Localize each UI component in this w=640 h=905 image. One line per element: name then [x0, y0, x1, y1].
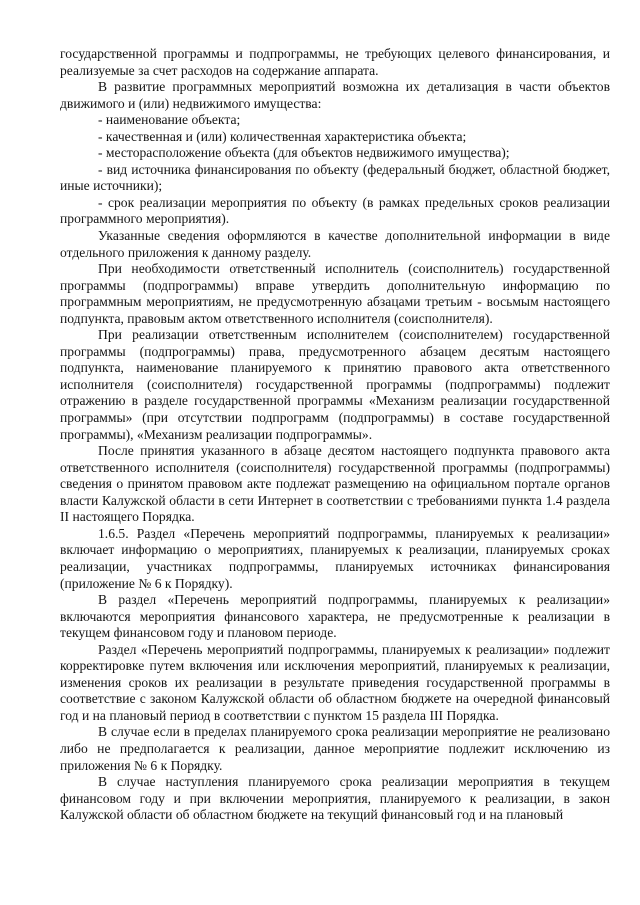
paragraph: При необходимости ответственный исполнитель (соисполнитель) государственной программы (подпрограммы) вправе утвердить дополнительную информацию по программным мероприятиям, не предусмотренную абзацами третьим - восьмым настоящего подпункта, правовым актом ответственного исполнителя (соисполнителя).: [60, 261, 610, 326]
paragraph: Указанные сведения оформляются в качестве дополнительной информации в виде отдельного приложения к данному разделу.: [60, 228, 610, 260]
list-item: - наименование объекта;: [98, 112, 241, 128]
paragraph: В случае если в пределах планируемого срока реализации мероприятие не реализовано либо не предполагается к реализации, данное мероприятие подлежит исключению из приложения № 6 к Порядку.: [60, 724, 610, 773]
paragraph: государственной программы и подпрограммы, не требующих целевого финансирования, и реализуемые за счет расходов на содержание аппарата.: [60, 46, 610, 78]
paragraph: Раздел «Перечень мероприятий подпрограммы, планируемых к реализации» подлежит корректировке путем включения или исключения мероприятий, планируемых к реализации, изменения сроков их реализации в результате приведения государственной программы в соответствие с законом Калужской области об областном бюджете на очередной финансовый год и на плановый период в соответствии с пунктом 15 раздела III Порядка.: [60, 641, 610, 723]
paragraph: 1.6.5. Раздел «Перечень мероприятий подпрограммы, планируемых к реализации» включает информацию о мероприятиях, планируемых к реализации, планируемых сроках реализации, участниках подпрограммы, планируемых источниках финансирования (приложение № 6 к Порядку).: [60, 525, 610, 591]
paragraph: В случае наступления планируемого срока реализации мероприятия в текущем финансовом году и при включении мероприятия, планируемого к реализации, в закон Калужской области об областном бюджете на текущий финансовый год и на плановый: [60, 774, 610, 823]
paragraph: В развитие программных мероприятий возможна их детализация в части объектов движимого и (или) недвижимого имущества:: [60, 79, 610, 111]
paragraph: При реализации ответственным исполнителем (соисполнителем) государственной программы (подпрограммы) права, предусмотренного абзацем десятым настоящего подпункта, наименование планируемого к принятию правового акта ответственного исполнителя (соисполнителя) государственной программы (подпрограммы) подлежит отражению в разделе государственной программы «Механизм реализации государственной программы» (при отсутствии подпрограмм (подпрограммы) в составе государственной программы), «Механизм реализации подпрограммы».: [60, 327, 610, 442]
list-item: - качественная и (или) количественная характеристика объекта;: [98, 128, 467, 144]
list-item: - вид источника финансирования по объекту (федеральный бюджет, областной бюджет, иные источники);: [60, 161, 610, 194]
document-body: [60, 46, 610, 824]
list-item: - срок реализации мероприятия по объекту (в рамках предельных сроков реализации программного мероприятия).: [60, 194, 610, 227]
paragraph: После принятия указанного в абзаце десятом настоящего подпункта правового акта ответственного исполнителя (соисполнителя) государственной программы (подпрограммы) сведения о принятом правовом акте подлежат размещению на официальном портале органов власти Калужской области в сети Интернет в соответствии с требованиями пункта 1.4 раздела II настоящего Порядка.: [60, 443, 610, 525]
list-item: - месторасположение объекта (для объектов недвижимого имущества);: [98, 145, 510, 161]
paragraph: В раздел «Перечень мероприятий подпрограммы, планируемых к реализации» включаются мероприятия финансового характера, не предусмотренные к реализации в текущем финансовом году и плановом периоде.: [60, 592, 610, 641]
